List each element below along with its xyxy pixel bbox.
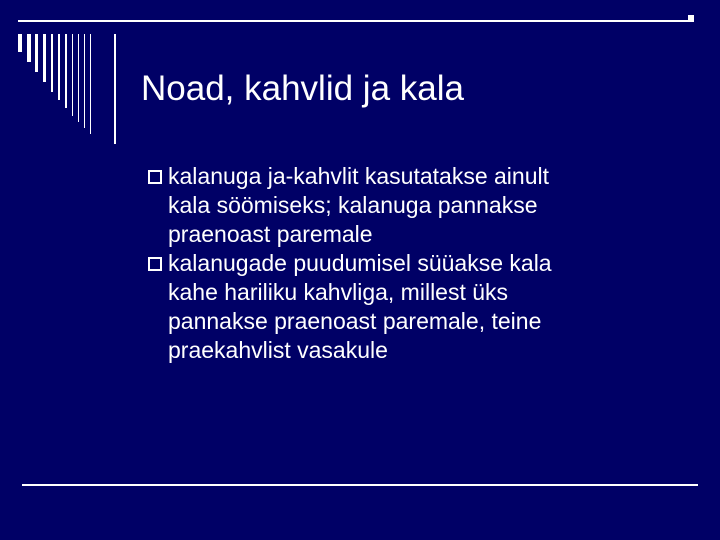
bullet-line: pannakse praenoast paremale, teine [168,308,542,334]
stripe [65,34,67,108]
stripe [84,34,85,128]
slide-title: Noad, kahvlid ja kala [141,69,464,108]
bullet-line: kalanuga ja-kahvlit kasutatakse ainult [168,163,550,189]
square-bullet-icon [148,170,162,184]
bullet-list [148,162,708,365]
stripe [43,34,46,82]
stripe [78,34,79,122]
stripe [90,34,91,134]
stripe [51,34,53,92]
stripe [72,34,73,116]
bottom-rule [22,484,698,486]
bullet-item [148,162,708,249]
stripe [18,34,22,52]
stripe [35,34,38,72]
top-rule [18,20,694,22]
square-bullet-icon [148,257,162,271]
stripe [58,34,60,100]
bullet-line: kalanugade puudumisel süüakse kala [168,250,552,276]
bullet-line: praenoast paremale [168,221,373,247]
bullet-line: praekahvlist vasakule [168,337,388,363]
top-rule-end-mark [688,15,694,22]
stripe [27,34,31,62]
stripe [114,34,116,144]
bullet-line: kala söömiseks; kalanuga pannakse [168,192,538,218]
bullet-line: kahe hariliku kahvliga, millest üks [168,279,509,305]
bullet-item [148,249,708,365]
decorative-stripes [18,34,118,144]
